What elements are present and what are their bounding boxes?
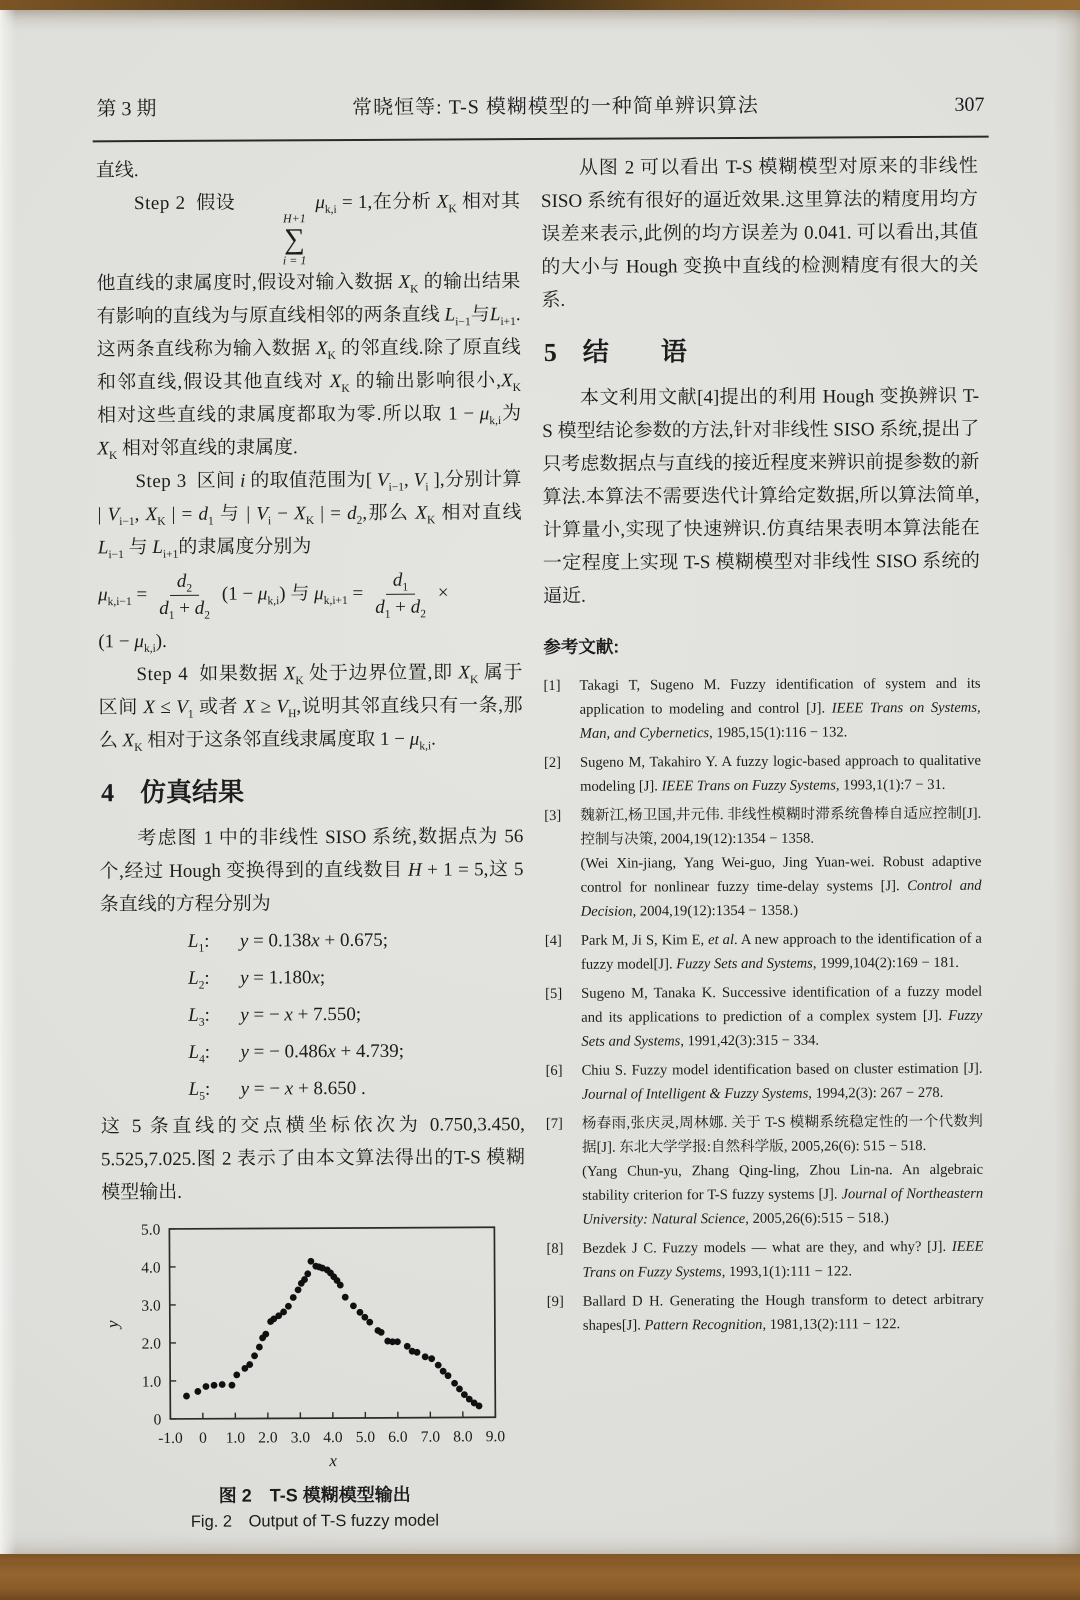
data-point — [350, 1302, 357, 1309]
x-tick-label: -1.0 — [158, 1429, 183, 1447]
reference-item — [544, 802, 982, 924]
step2-body-text: $\mu_{k,i} = 1$,在分析 $X_K$ 相对其他直线的隶属度时,假设对输入数据 $X_K$ 的输出结果有影响的直线为与原直线相邻的两条直线 $L_{i-1}$与$L_{i+1}$.这两条直线称为输入数据 $X_K$ 的邻直线.除了原直线和邻直线,假设其他直线对 $X_K$ 的输出影响很小$,X_K$ 相对这些直线的隶属度都取为零.所以取 $1 - \mu_{k,i}$为 $X_K$ 相对邻直线的隶属度. — [96, 191, 522, 463]
data-point — [285, 1303, 292, 1310]
reference-item — [544, 749, 981, 799]
reference-text: Sugeno M, Takahiro Y. A fuzzy logic-based approach to qualitative modeling [J]. IEEE Trans on Fuzzy Systems, 1993,1(1):7 − 31. — [579, 752, 981, 795]
data-point — [304, 1270, 311, 1277]
data-point — [219, 1381, 226, 1388]
reference-text: Ballard D H. Generating the Hough transform to detect arbitrary shapes[J]. Pattern Recognition, 1981,13(2):111 − 122. — [582, 1291, 984, 1334]
reference-item — [547, 1288, 984, 1338]
reference-text: Chiu S. Fuzzy model identification based on cluster estimation [J]. Journal of Intelligent & Fuzzy Systems, 1994,2(3): 267 − 278. — [581, 1060, 983, 1103]
summation-upper-limit: H+1 — [282, 211, 306, 226]
reference-item — [546, 1235, 983, 1285]
x-tick-label: 5.0 — [355, 1428, 376, 1446]
reference-text: Bezdek J C. Fuzzy models — what are they, and why? [J]. IEEE Trans on Fuzzy Systems, 1993,1(1):111 − 122. — [582, 1238, 984, 1281]
data-point — [361, 1314, 368, 1321]
equation-row — [188, 1032, 524, 1071]
section-5-heading — [544, 335, 979, 368]
fraction-1-denominator: $d_1 + d_2$ — [159, 597, 210, 622]
data-point — [366, 1318, 373, 1325]
reference-text: 魏新江,杨卫国,井元伟. 非线性模糊时滞系统鲁棒自适应控制[J]. 控制与决策, 2004,19(12):1354 − 1358. (Wei Xin-jiang, Yang Wei-guo, Jing Yuan-wei. Robust adaptive control for nonlinear fuzzy time-delay systems [J]. Control and Decision, 2004,19(12):1354 − 1358.) — [580, 805, 982, 920]
x-tick-label: 1.0 — [225, 1429, 246, 1447]
y-axis-label: y — [102, 1320, 122, 1328]
plot-frame — [169, 1227, 495, 1419]
formula-continuation: $(1 - \mu_{k,i})$. — [98, 630, 167, 655]
data-point — [342, 1293, 349, 1300]
reference-number: [1] — [543, 677, 561, 694]
reference-number: [3] — [544, 807, 562, 824]
equation-label: $L_3$: — [188, 1004, 210, 1029]
post-equation-paragraph: 这 5 条直线的交点横坐标依次为 0.750,3.450, 5.525,7.025.图 2 表示了由本文算法得出的T-S 模糊模型输出. — [100, 1113, 526, 1204]
summation-symbol — [245, 212, 307, 267]
step3-paragraph — [97, 463, 522, 564]
y-tick-label: 2.0 — [141, 1335, 162, 1353]
fraction-2-denominator: $d_1 + d_2$ — [375, 596, 427, 621]
data-point — [435, 1361, 442, 1368]
data-point — [394, 1338, 401, 1345]
equation-expression: y = − x + 8.650 . — [240, 1077, 366, 1100]
equation-expression: y = − x + 7.550; — [240, 1003, 362, 1026]
data-point — [211, 1382, 218, 1389]
data-point — [183, 1392, 190, 1399]
data-point — [476, 1402, 483, 1409]
data-point — [378, 1329, 385, 1336]
data-point — [280, 1308, 287, 1315]
section-5-number: 5 — [543, 337, 557, 367]
reference-text: 杨春雨,张庆灵,周林娜. 关于 T-S 模糊系统稳定性的一个代数判据[J]. 东北大学学报:自然科学版, 2005,26(6): 515 − 518. (Yang Chun-yu, Zhang Qing-ling, Zhou Lin-na. An algebraic stability criterion for T-S fuzzy systems [J]. Journal of Northeastern University: Natural Science, 2005,26(6):515 − 518.) — [581, 1113, 984, 1228]
reference-number: [6] — [545, 1062, 563, 1079]
sigma-glyph: ∑ — [284, 222, 305, 255]
data-point — [414, 1349, 421, 1356]
step3-body-text: 区间 i 的取值范围为[ $V_{i-1}$, $V_i$ ],分别计算 | $V_{i-1}$, $X_K$ | = $d_1$ 与 | $V_i - X_K$ | = $d_2$,那么 $X_K$ 相对直线 $L_{i-1}$ 与 $L_{i+1}$的隶属度分别为 — [97, 469, 522, 562]
fraction-2-numerator: $d_1$ — [386, 569, 415, 595]
table-surface-bottom — [0, 1554, 1080, 1600]
y-tick-label: 0 — [153, 1411, 162, 1429]
data-point — [256, 1343, 263, 1350]
reference-item — [545, 980, 982, 1054]
running-title: 常晓恒等: T-S 模糊模型的一种简单辨识算法 — [352, 94, 759, 119]
data-point — [203, 1383, 210, 1390]
x-tick-label: 0 — [199, 1429, 207, 1447]
data-point — [308, 1258, 315, 1265]
figure2-discussion-paragraph: 从图 2 可以看出 T-S 模糊模型对原来的非线性 SISO 系统有很好的逼近效果.这里算法的精度用均方误差来表示,此例的均方误差为 0.041. 可以看出,其值的大小与 Hough 变换中直线的检测精度有很大的关系. — [540, 155, 979, 311]
fraction-1 — [152, 570, 217, 621]
data-point — [456, 1385, 463, 1392]
data-point — [290, 1294, 297, 1301]
x-tick-label: 2.0 — [258, 1429, 278, 1447]
conclusion-paragraph: 本文利用文献[4]提出的利用 Hough 变换辨识 T-S 模型结论参数的方法,针对非线性 SISO 系统,提出了只考虑数据点与直线的接近程度来辨识前提参数的新算法.本算法不需要迭代计算给定数据,所以算法简单,计算量小,实现了快速辨识.仿真结果表明本算法能在一定程度上实现 T-S 模糊模型对非线性 SISO 系统的逼近. — [542, 385, 980, 607]
equation-expression: y = − 0.486x + 4.739; — [240, 1040, 405, 1063]
equation-row — [189, 1069, 525, 1108]
reference-item — [543, 672, 980, 746]
reference-text: Park M, Ji S, Kim E, et al. A new approach to the identification of a fuzzy model[J]. Fuzzy Sets and Systems, 1999,104(2):169 − 181. — [580, 930, 982, 973]
data-point — [194, 1388, 201, 1395]
section-4-heading — [101, 775, 523, 808]
y-tick-label: 3.0 — [141, 1297, 161, 1315]
equation-label: $L_5$: — [188, 1078, 211, 1103]
y-tick-label: 5.0 — [140, 1221, 161, 1239]
reference-number: [5] — [545, 985, 563, 1002]
data-point — [445, 1372, 452, 1379]
equation-expression: y = 1.180x; — [240, 966, 326, 989]
equation-label: $L_2$: — [188, 967, 210, 992]
figure2-caption — [103, 1481, 527, 1535]
section-4-number: 4 — [101, 777, 115, 807]
data-point — [229, 1381, 236, 1388]
data-point — [337, 1281, 344, 1288]
x-tick-label: 3.0 — [290, 1428, 311, 1447]
data-point — [357, 1309, 364, 1316]
fraction-1-numerator: $d_2$ — [170, 570, 199, 596]
data-point — [301, 1276, 308, 1283]
data-point — [428, 1355, 435, 1362]
equation-label: $L_4$: — [188, 1041, 211, 1066]
x-tick-label: 4.0 — [323, 1428, 343, 1446]
formula-mid: $(1 - \mu_{k,i})$ 与 $\mu_{k,i+1}$ = — [221, 582, 364, 608]
references-list — [543, 672, 983, 1338]
section-4-title: 仿真结果 — [140, 776, 245, 807]
y-tick-label: 4.0 — [141, 1259, 161, 1277]
data-point — [262, 1330, 269, 1337]
equation-label: $L_1$: — [187, 930, 210, 955]
reference-number: [9] — [546, 1293, 564, 1310]
figure2-caption-en: Fig. 2 Output of T-S fuzzy model — [190, 1511, 440, 1531]
journal-issue: 第 3 期 — [96, 98, 157, 121]
step4-paragraph — [98, 656, 523, 757]
fraction-2 — [368, 569, 433, 620]
right-column — [541, 150, 984, 1343]
running-header — [96, 88, 984, 122]
step2-label: Step 2 — [133, 192, 186, 215]
step4-label: Step 4 — [136, 663, 189, 685]
formula-lhs1: $\mu_{k,i-1}$ = — [98, 584, 148, 609]
reference-text: Takagi T, Sugeno M. Fuzzy identification of system and its application to modeling and control [J]. IEEE Trans on Systems, Man, and Cybernetics, 1985,15(1):116 − 132. — [579, 675, 981, 742]
y-tick-label: 1.0 — [141, 1373, 162, 1391]
summation-lower-limit: i = 1 — [282, 252, 307, 267]
data-point — [233, 1371, 240, 1378]
equation-expression: y = 0.138x + 0.675; — [239, 929, 389, 952]
reference-number: [4] — [544, 932, 562, 949]
equation-row — [188, 995, 524, 1034]
data-point — [422, 1353, 429, 1360]
paragraph-continuation: 直线. — [95, 160, 139, 182]
x-axis-label: x — [329, 1450, 337, 1470]
reference-item — [546, 1110, 984, 1232]
reference-number: [2] — [543, 754, 562, 771]
equation-row — [188, 921, 524, 960]
equation-row — [188, 958, 524, 997]
reference-item — [545, 1057, 982, 1107]
page-content — [0, 7, 1080, 1561]
x-tick-label: 9.0 — [485, 1427, 506, 1445]
figure-2 — [101, 1213, 527, 1535]
data-point — [451, 1380, 458, 1387]
data-point — [295, 1286, 302, 1293]
step2-pre-text: 假设 — [196, 192, 236, 214]
reference-text: Sugeno M, Tanaka K. Successive identification of a fuzzy model and its applications to prediction of a complex system [J]. Fuzzy Sets and Systems, 1991,42(3):315 − 334. — [581, 983, 983, 1050]
equations-block — [188, 921, 525, 1108]
data-point — [251, 1352, 258, 1359]
page-number: 307 — [954, 93, 985, 116]
figure2-caption-zh: 图 2 T-S 模糊模型输出 — [218, 1484, 411, 1506]
step3-label: Step 3 — [135, 471, 187, 493]
figure2-chart — [101, 1213, 527, 1481]
step2-paragraph — [96, 185, 521, 465]
data-point — [246, 1361, 253, 1368]
data-point — [404, 1343, 411, 1350]
membership-formula — [98, 568, 522, 621]
left-column — [96, 152, 527, 1535]
paper-page — [0, 10, 1080, 1558]
times-sign: × — [437, 582, 449, 604]
references-heading: 参考文献: — [543, 636, 620, 657]
x-tick-label: 6.0 — [388, 1428, 408, 1446]
simulation-paragraph: 考虑图 1 中的非线性 SISO 系统,数据点为 56 个,经过 Hough 变换得到的直线数目 H + 1 = 5,这 5 条直线的方程分别为 — [99, 825, 524, 916]
reference-number: [8] — [546, 1240, 564, 1257]
x-tick-label: 8.0 — [453, 1428, 473, 1446]
x-tick-label: 7.0 — [420, 1428, 441, 1446]
section-5-title: 结 语 — [582, 336, 687, 367]
reference-item — [545, 927, 982, 977]
reference-number: [7] — [545, 1115, 563, 1132]
step4-body-text: 如果数据 $X_K$ 处于边界位置,即 $X_K$ 属于区间 $X \le V_1$ 或者 $X \ge V_H$,说明其邻直线只有一条,那么 $X_K$ 相对于这条邻直线隶属度取 $1 - \mu_{k,i}$. — [98, 661, 523, 754]
header-rule — [93, 136, 989, 143]
